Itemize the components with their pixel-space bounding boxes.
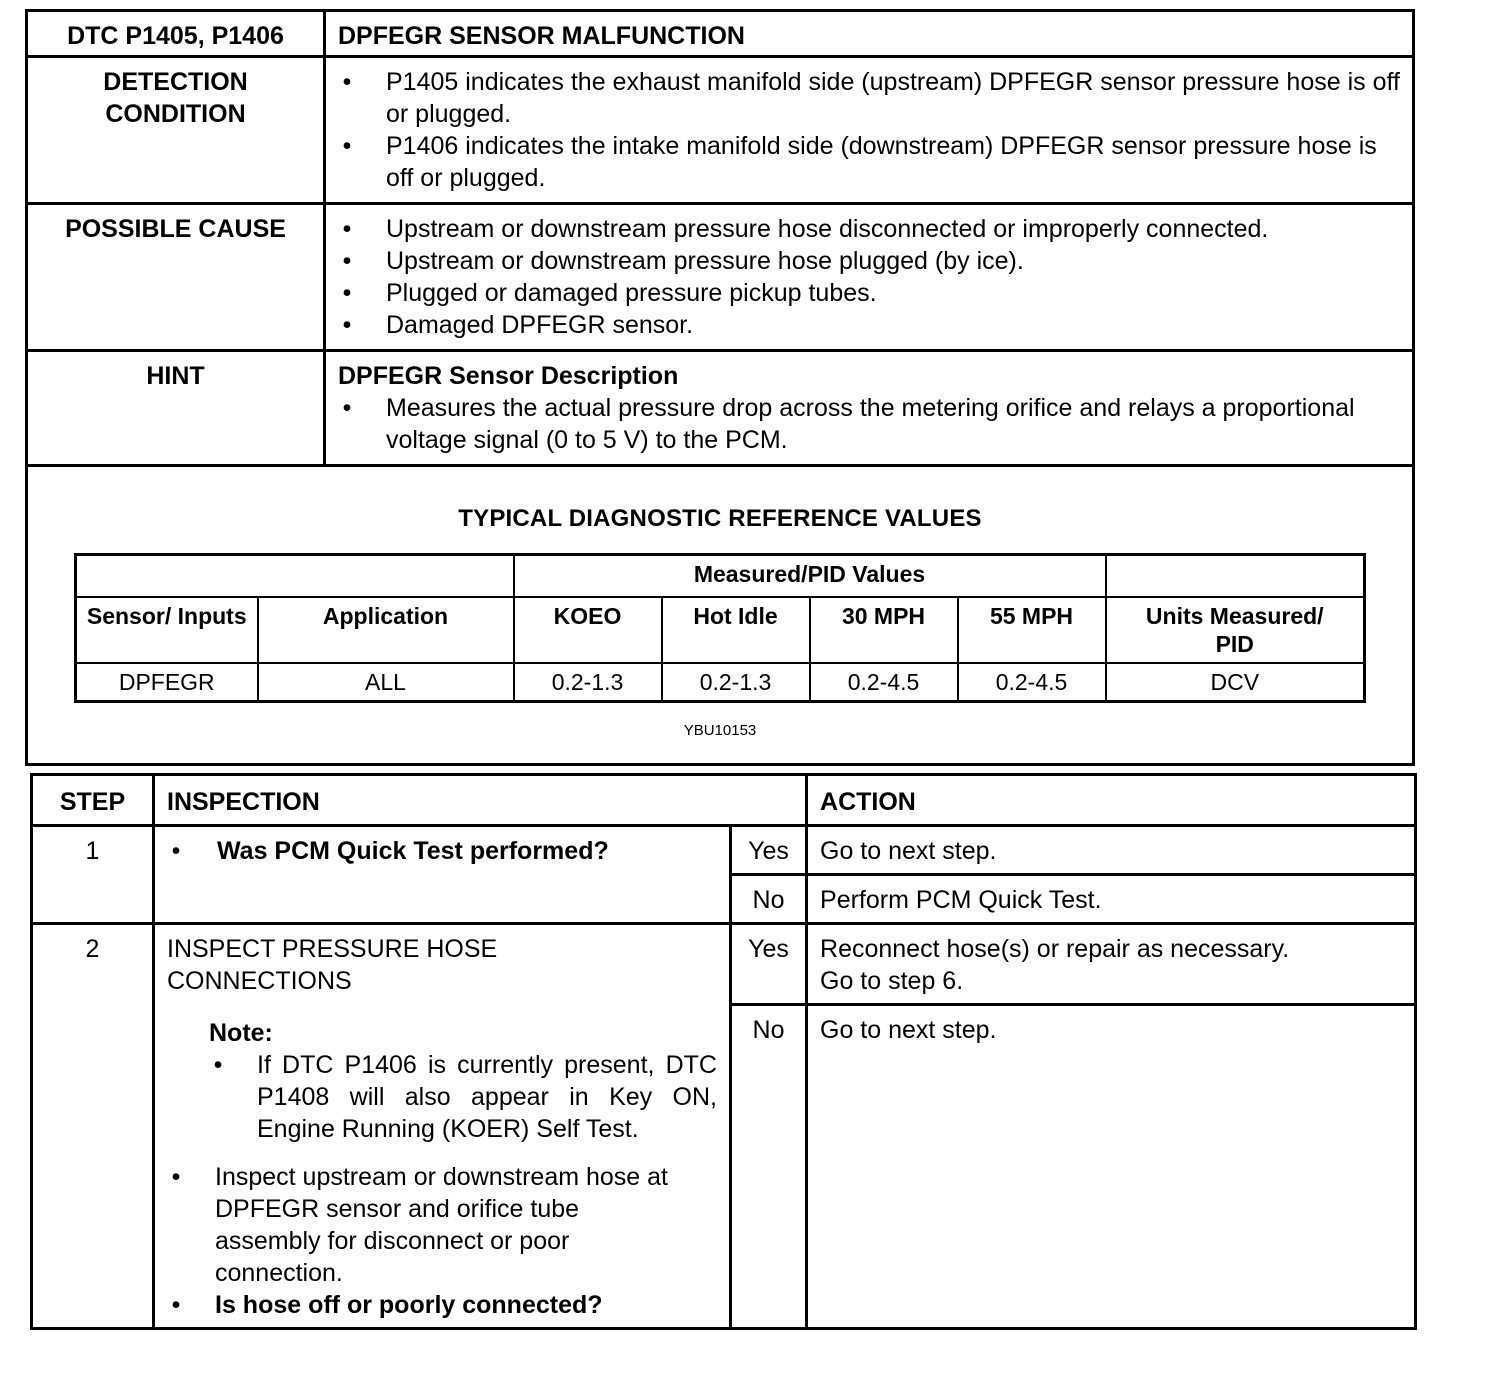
step-1-question: Was PCM Quick Test performed? (217, 837, 609, 865)
step-2-bullets (167, 1161, 717, 1321)
bullet-icon: • (342, 68, 352, 96)
reference-values-section (27, 466, 1414, 765)
bullet-icon: • (213, 1051, 223, 1079)
note-title: Note: (209, 1019, 273, 1047)
cell-55-mph: 0.2-4.5 (958, 663, 1106, 702)
step-2-question: Is hose off or poorly connected? (215, 1291, 603, 1319)
cell-units: DCV (1106, 663, 1365, 702)
dtc-info-table (25, 9, 1415, 766)
dtc-header-row (27, 11, 1414, 57)
cell-sensor: DPFEGR (76, 663, 258, 702)
list-item: • P1405 indicates the exhaust manifold side (upstream) DPFEGR sensor pressure hose is off or plugged. (338, 66, 1402, 130)
possible-cause-content (325, 204, 1414, 351)
possible-cause-row (27, 204, 1414, 351)
list-item (167, 1289, 717, 1321)
figure-id: YBU10153 (683, 722, 757, 739)
detection-condition-row (27, 57, 1414, 204)
col-header-sensor-inputs: Sensor/ Inputs (76, 597, 258, 663)
cell-application: ALL (258, 663, 514, 702)
note-block (209, 1017, 717, 1145)
diagnostic-steps-table (30, 773, 1417, 1330)
step-2-yes-action (807, 924, 1416, 1005)
dtc-title: DPFEGR SENSOR MALFUNCTION (325, 11, 1414, 57)
list-item: • Measures the actual pressure drop across the metering orifice and relays a proportional voltage signal (0 to 5 V) to the PCM. (338, 392, 1402, 456)
step-1-yes-row (32, 826, 1416, 875)
bullet-icon: • (171, 837, 181, 865)
reference-values-title: TYPICAL DIAGNOSTIC REFERENCE VALUES (458, 505, 982, 532)
step-2-instruction: Inspect upstream or downstream hose at DPFEGR sensor and orifice tube assembly for disconnect or poor connection. (215, 1163, 669, 1287)
bullet-icon: • (342, 394, 352, 422)
col-header-application: Application (258, 597, 514, 663)
step-2-yes-row (32, 924, 1416, 1005)
detection-condition-label: DETECTION CONDITION (27, 57, 325, 204)
step-2-yes-label: Yes (731, 924, 807, 1005)
list-item: • Upstream or downstream pressure hose plugged (by ice). (338, 245, 1402, 277)
ref-empty-header (1106, 555, 1365, 598)
hint-subtitle: DPFEGR Sensor Description (338, 362, 679, 390)
measured-pid-values-header: Measured/PID Values (514, 555, 1106, 598)
possible-cause-label: POSSIBLE CAUSE (27, 204, 325, 351)
bullet-icon: • (342, 311, 352, 339)
steps-header-row (32, 775, 1416, 826)
step-1-no-action: Perform PCM Quick Test. (807, 875, 1416, 924)
step-header: STEP (32, 775, 154, 826)
dtc-code-label: DTC P1405, P1406 (27, 11, 325, 57)
step-2-no-action: Go to next step. (807, 1005, 1416, 1329)
reference-values-row (27, 466, 1414, 765)
col-header-30-mph: 30 MPH (810, 597, 958, 663)
bullet-icon: • (171, 1291, 181, 1319)
note-text: If DTC P1406 is currently present, DTC P1408 will also appear in Key ON, Engine Running (KOER) Self Test. (257, 1051, 717, 1143)
col-header-units-measured-pid: Units Measured/ PID (1106, 597, 1365, 663)
list-item: • Upstream or downstream pressure hose disconnected or improperly connected. (338, 213, 1402, 245)
step-1-yes-action: Go to next step. (807, 826, 1416, 875)
list-item: • P1406 indicates the intake manifold side (downstream) DPFEGR sensor pressure hose is off or plugged. (338, 130, 1402, 194)
ref-column-header-row (76, 597, 1365, 663)
hint-label: HINT (27, 351, 325, 466)
hint-content (325, 351, 1414, 466)
step-2-number: 2 (32, 924, 154, 1329)
table-row (76, 663, 1365, 702)
bullet-icon: • (342, 215, 352, 243)
step-2-no-label: No (731, 1005, 807, 1329)
step-1-inspection (154, 826, 731, 924)
inspection-header: INSPECTION (154, 775, 807, 826)
step-1-number: 1 (32, 826, 154, 924)
step-2-inspection (154, 924, 731, 1329)
step-1-no-label: No (731, 875, 807, 924)
reference-values-table (74, 553, 1366, 703)
list-item (209, 1049, 717, 1145)
bullet-icon: • (171, 1163, 181, 1191)
step-2-yes-action-line-1: Reconnect hose(s) or repair as necessary. (820, 935, 1290, 963)
bullet-icon: • (342, 132, 352, 160)
bullet-icon: • (342, 247, 352, 275)
list-item (167, 835, 717, 867)
ref-empty-header (76, 555, 514, 598)
cell-hot-idle: 0.2-1.3 (662, 663, 810, 702)
col-header-koeo: KOEO (514, 597, 662, 663)
hint-row (27, 351, 1414, 466)
list-item (167, 1161, 670, 1289)
cell-30-mph: 0.2-4.5 (810, 663, 958, 702)
col-header-55-mph: 55 MPH (958, 597, 1106, 663)
detection-condition-content (325, 57, 1414, 204)
step-2-yes-action-line-2: Go to step 6. (820, 967, 964, 995)
step-2-title: INSPECT PRESSURE HOSE CONNECTIONS (167, 935, 498, 995)
cell-koeo: 0.2-1.3 (514, 663, 662, 702)
col-header-hot-idle: Hot Idle (662, 597, 810, 663)
ref-group-header-row (76, 555, 1365, 598)
action-header: ACTION (807, 775, 1416, 826)
list-item: • Plugged or damaged pressure pickup tubes. (338, 277, 1402, 309)
list-item: • Damaged DPFEGR sensor. (338, 309, 1402, 341)
step-1-yes-label: Yes (731, 826, 807, 875)
bullet-icon: • (342, 279, 352, 307)
